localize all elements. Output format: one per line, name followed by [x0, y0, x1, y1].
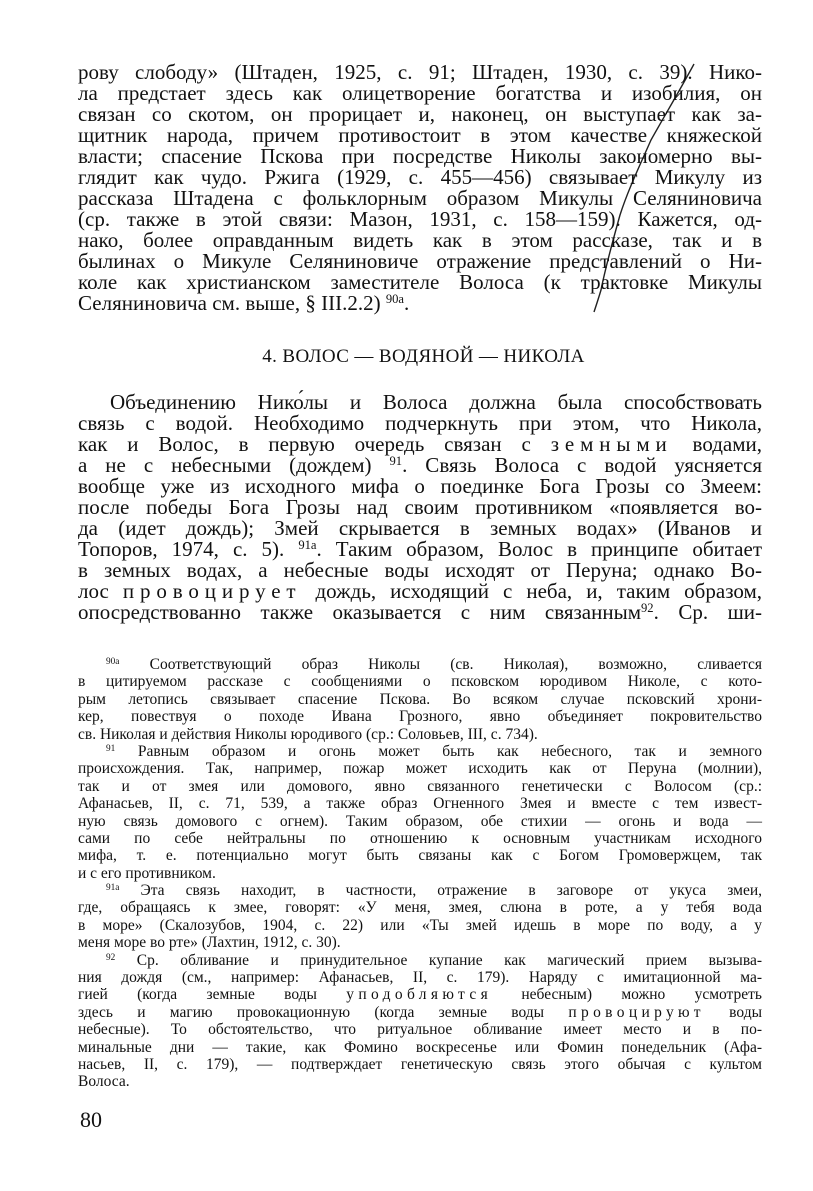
text-run: мифа, т. е. потенциально могут быть связаны как с Богом Громовержцем, так	[78, 847, 762, 865]
text-line	[78, 62, 762, 83]
text-run: водами,	[672, 432, 763, 456]
text-run: Селяниновича см. выше, § III.2.2)	[78, 291, 386, 315]
footnote-marker: 91а	[106, 882, 120, 893]
text-line	[78, 986, 762, 1003]
text-run: нако, более оправданным видеть как в этом рассказе, так и в	[78, 228, 762, 252]
text-line	[78, 1021, 762, 1038]
spaced-emphasis: уподобляются	[346, 986, 493, 1004]
text-line	[78, 1073, 762, 1090]
text-run: и с его противником.	[78, 864, 216, 882]
text-run: в земных водах, а небесные воды исходят от Перуна; однако Во-	[78, 558, 762, 582]
text-run: вообще уже из исходного мифа о поединке Бога Грозы со Змеем:	[78, 474, 762, 498]
text-run: гией (когда земные воды	[78, 986, 347, 1004]
text-line	[78, 708, 762, 725]
text-run: здесь и магию провокационную (когда земные воды	[78, 1003, 569, 1021]
footnote-marker: 90а	[385, 292, 405, 307]
text-run: так и от змея или домового, явно связанного генетически с Волосом (ср.:	[78, 777, 762, 795]
text-run: дождь, исходящий с неба, и, таким образом,	[301, 579, 762, 603]
text-line	[78, 865, 762, 882]
text-run: после победы Бога Грозы над своим противником «появляется во-	[78, 495, 762, 519]
footnote-marker: 91	[106, 743, 116, 754]
text-line	[78, 726, 762, 743]
text-run: ния дождя (см., например: Афанасьев, II, с. 179). Наряду с имитационной ма-	[78, 969, 762, 987]
footnote-marker: 92	[106, 952, 116, 963]
footnote-marker: 91	[389, 454, 403, 469]
text-run: происхождения. Так, например, пожар может исходить как от Перуна (молнии),	[78, 760, 762, 778]
text-line	[78, 125, 762, 146]
footnote-marker: 92	[641, 601, 654, 616]
text-run: Афанасьев, II, с. 71, 539, а также образ Огненного Змея и вместе с тем извест-	[78, 795, 762, 813]
text-line	[78, 293, 762, 314]
text-line	[78, 1004, 762, 1021]
spaced-emphasis: провоцирует	[122, 579, 302, 603]
text-run: как и Волос, в первую очередь связан с	[78, 432, 551, 456]
footnote-92	[78, 952, 762, 1091]
text-line	[78, 209, 762, 230]
footnote-91	[78, 743, 762, 882]
text-line	[78, 847, 762, 864]
footnote-90а	[78, 656, 762, 743]
text-run: опосредствованно также оказывается с ним связанным	[78, 600, 641, 624]
text-run: в цитируемом рассказе с сообщениями о псковском юродивом Николе, с кото-	[78, 673, 762, 691]
text-run: кер, повествуя о походе Ивана Грозного, явно объединяет покровительство	[78, 708, 762, 726]
text-run: а не с небесными (дождем)	[78, 453, 390, 477]
paragraph-2	[78, 392, 762, 623]
text-line	[78, 167, 762, 188]
text-run: Соответствующий образ Николы (св. Николая), возможно, сливается	[119, 656, 762, 673]
text-line	[78, 230, 762, 251]
text-line	[78, 602, 762, 623]
text-run: Эта связь находит, в частности, отражение в заговоре от укуса змеи,	[119, 882, 762, 900]
text-line	[78, 691, 762, 708]
text-line	[78, 813, 762, 830]
text-line	[78, 518, 762, 539]
text-line	[78, 251, 762, 272]
footnote-marker: 90а	[106, 656, 120, 667]
text-run: св. Николая и действия Николы юродивого (ср.: Соловьев, III, с. 734).	[78, 725, 538, 743]
text-line	[78, 581, 762, 602]
text-run: да (идет дождь); Змей скрывается в земных водах» (Иванов и	[78, 516, 762, 540]
text-line	[78, 830, 762, 847]
text-run: .	[404, 291, 410, 315]
text-run: воды	[704, 1003, 762, 1021]
text-line	[78, 188, 762, 209]
footnote-marker: 91а	[298, 538, 317, 553]
footnotes	[78, 656, 762, 1091]
text-line	[78, 760, 762, 777]
text-line	[78, 455, 762, 476]
text-run: меня море во рте» (Лахтин, 1912, с. 30).	[78, 934, 341, 952]
section-heading: 4. ВОЛОС — ВОДЯНОЙ — НИКОЛА	[262, 346, 585, 367]
text-run: глядит как чудо. Ржига (1929, с. 455—456) связывает Микулу из	[78, 165, 762, 189]
text-line	[78, 778, 762, 795]
text-run: ную связь домового с огнем). Таким образом, обе стихии — огонь и вода —	[78, 812, 762, 830]
text-line	[78, 1039, 762, 1056]
page-number: 80	[80, 1107, 102, 1132]
text-run: минальные дни — такие, как Фомино воскресенье или Фомин понедельник (Афа-	[78, 1038, 762, 1056]
text-run: сами по себе нейтральны по отношению к основным участникам исходного	[78, 829, 762, 847]
text-line	[78, 952, 762, 969]
text-run: насьев, II, с. 179), — подтверждает генетическую связь этого обычая с культом	[78, 1055, 762, 1073]
text-line	[78, 539, 762, 560]
text-run: Волоса.	[78, 1073, 130, 1091]
text-line	[78, 272, 762, 293]
text-line	[78, 560, 762, 581]
text-line	[78, 497, 762, 518]
text-run: щитник народа, причем противостоит в этом качестве княжеской	[78, 123, 762, 147]
text-run: в море» (Скалозубов, 1904, с. 22) или «Ты змей идешь в море по воду, а у	[78, 916, 762, 934]
text-line	[78, 83, 762, 104]
spaced-emphasis: земными	[550, 432, 673, 456]
text-run: лос	[78, 579, 123, 603]
text-run: власти; спасение Пскова при посредстве Николы закономерно вы-	[78, 144, 762, 168]
text-run: рассказа Штадена с фольклорным образом Микулы Селяниновича	[78, 186, 762, 210]
text-run: . Связь Волоса с водой уясняется	[402, 453, 762, 477]
text-line	[78, 743, 762, 760]
text-line	[78, 917, 762, 934]
text-run: где, обращаясь к змее, говорят: «У меня, змея, слюна в роте, а у тебя вода	[78, 899, 762, 917]
text-line	[78, 392, 762, 413]
text-run: рову слободу» (Штаден, 1925, с. 91; Штаден, 1930, с. 39). Нико-	[78, 60, 762, 84]
text-line	[78, 969, 762, 986]
text-run: коле как христианском заместителе Волоса (к трактовке Микулы	[78, 270, 762, 294]
text-run: Ср. обливание и принудительное купание как магический прием вызыва-	[115, 951, 762, 969]
text-run: былинах о Микуле Селяниновиче отражение представлений о Ни-	[78, 249, 762, 273]
text-line	[78, 882, 762, 899]
text-line	[78, 476, 762, 497]
text-run: связь с водой. Необходимо подчеркнуть при этом, что Никола,	[78, 411, 762, 435]
text-run: небесным) можно усмотреть	[492, 986, 762, 1004]
text-run: ла предстает здесь как олицетворение богатства и изобилия, он	[78, 81, 762, 105]
text-run: (ср. также в этой связи: Мазон, 1931, с. 158—159). Кажется, од-	[78, 207, 762, 231]
text-line	[78, 795, 762, 812]
text-line	[78, 673, 762, 690]
text-line	[78, 413, 762, 434]
text-run: рым летопись связывает спасение Пскова. Во всяком случае псковский хрони-	[78, 690, 762, 708]
text-run: Равным образом и огонь может быть как небесного, так и земного	[115, 742, 762, 760]
text-run: Объединению Нико́лы и Волоса должна была способствовать	[110, 390, 762, 414]
spaced-emphasis: провоцируют	[568, 1003, 705, 1021]
text-run: Топоров, 1974, с. 5).	[78, 537, 299, 561]
text-line	[78, 1056, 762, 1073]
paragraph-1	[78, 62, 762, 314]
text-run: . Ср. ши-	[653, 600, 762, 624]
text-run: . Таким образом, Волос в принципе обитает	[316, 537, 762, 561]
text-run: небесные). То обстоятельство, что ритуальное обливание имеет место и в по-	[78, 1021, 762, 1039]
text-run: связан со скотом, он прорицает и, наконец, он выступает как за-	[78, 102, 762, 126]
text-line	[78, 934, 762, 951]
text-line	[78, 146, 762, 167]
text-line	[78, 656, 762, 673]
footnote-91а	[78, 882, 762, 952]
text-line	[78, 899, 762, 916]
text-line	[78, 434, 762, 455]
text-line	[78, 104, 762, 125]
